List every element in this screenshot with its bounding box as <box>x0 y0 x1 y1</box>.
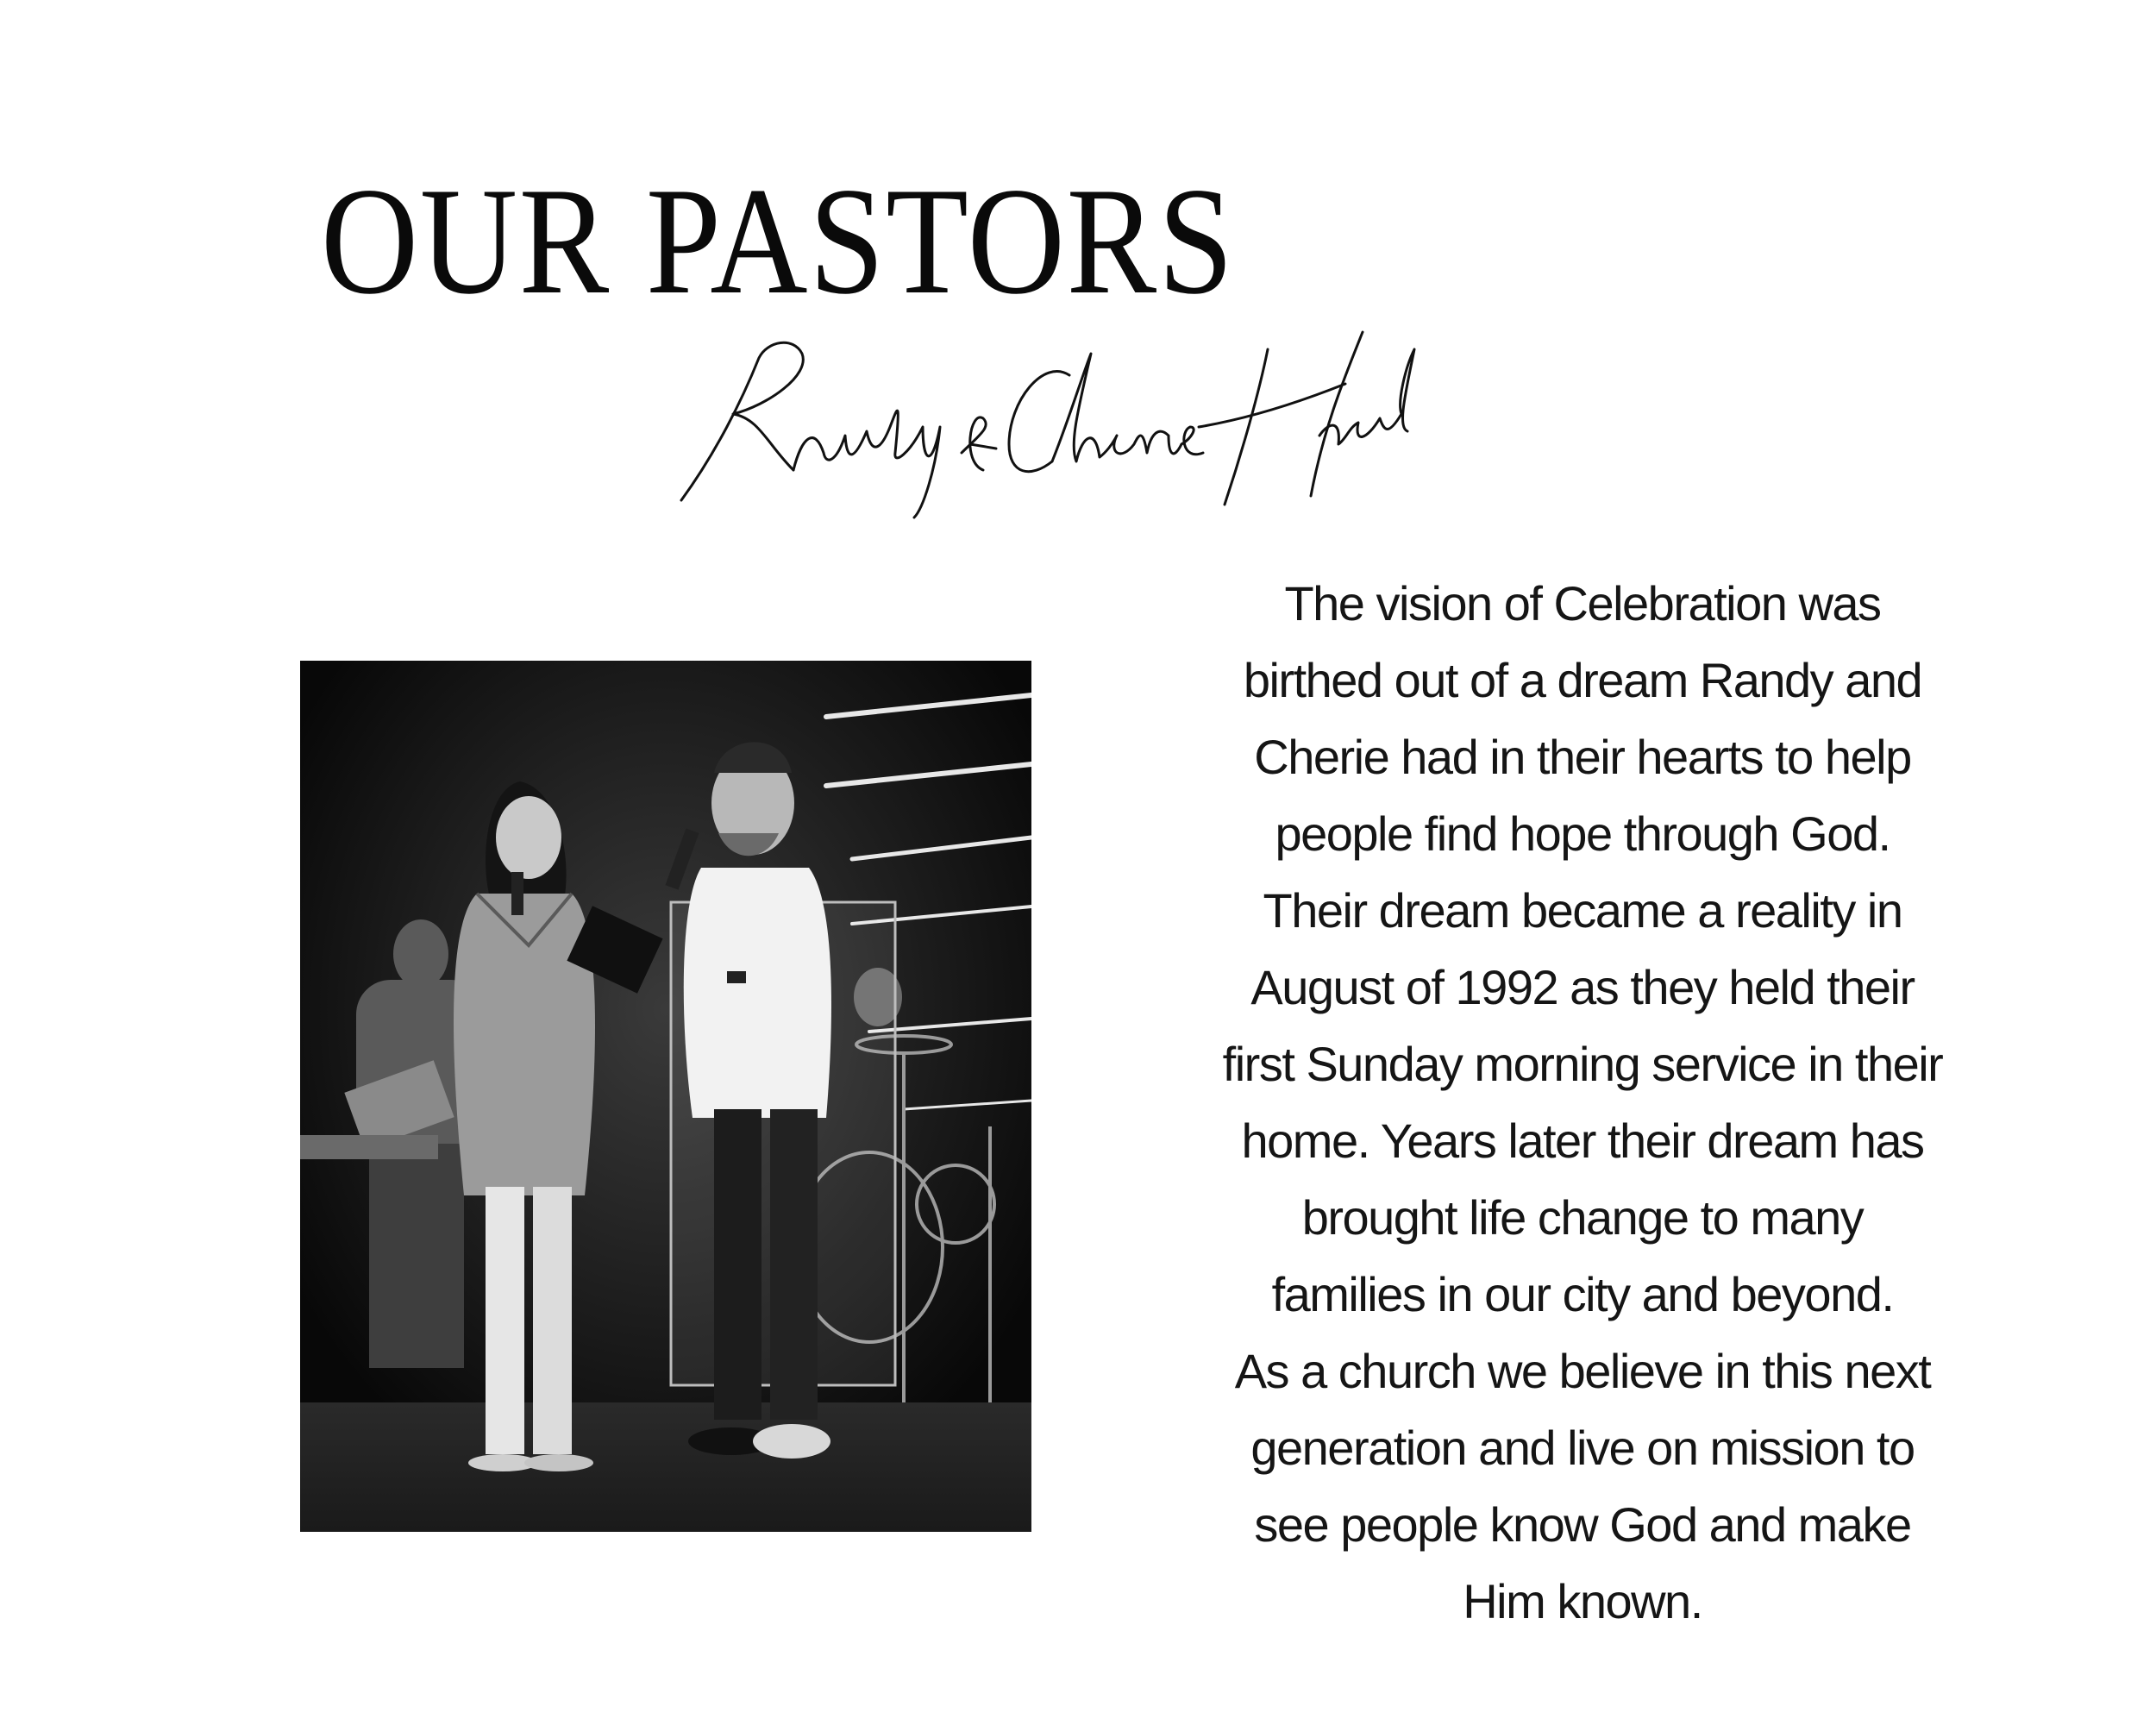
bio-line: people find hope through God. <box>1275 806 1890 861</box>
bio-line: families in our city and beyond. <box>1271 1267 1894 1321</box>
bio-line: The vision of Celebration was <box>1284 576 1881 631</box>
bio-line: home. Years later their dream has <box>1241 1114 1924 1168</box>
page-title: OUR PASTORS <box>321 155 1235 326</box>
bio-line: first Sunday morning service in their <box>1222 1037 1943 1091</box>
bio-line: Him known. <box>1463 1574 1702 1628</box>
bio-paragraph <box>1173 565 1992 1640</box>
pastors-photo-icon <box>300 661 1031 1532</box>
bio-line: August of 1992 as they held their <box>1250 960 1915 1014</box>
bio-line: As a church we believe in this next <box>1234 1344 1931 1398</box>
bio-line: brought life change to many <box>1301 1190 1864 1245</box>
pastors-photo <box>300 661 1031 1532</box>
bio-line: Their dream became a reality in <box>1263 883 1902 938</box>
signature-script <box>664 323 1423 522</box>
signature-icon <box>664 323 1423 522</box>
bio-line: Cherie had in their hearts to help <box>1254 730 1911 784</box>
bio-line: generation and live on mission to <box>1250 1421 1915 1475</box>
bio-line: birthed out of a dream Randy and <box>1243 653 1922 707</box>
bio-line: see people know God and make <box>1254 1497 1911 1552</box>
